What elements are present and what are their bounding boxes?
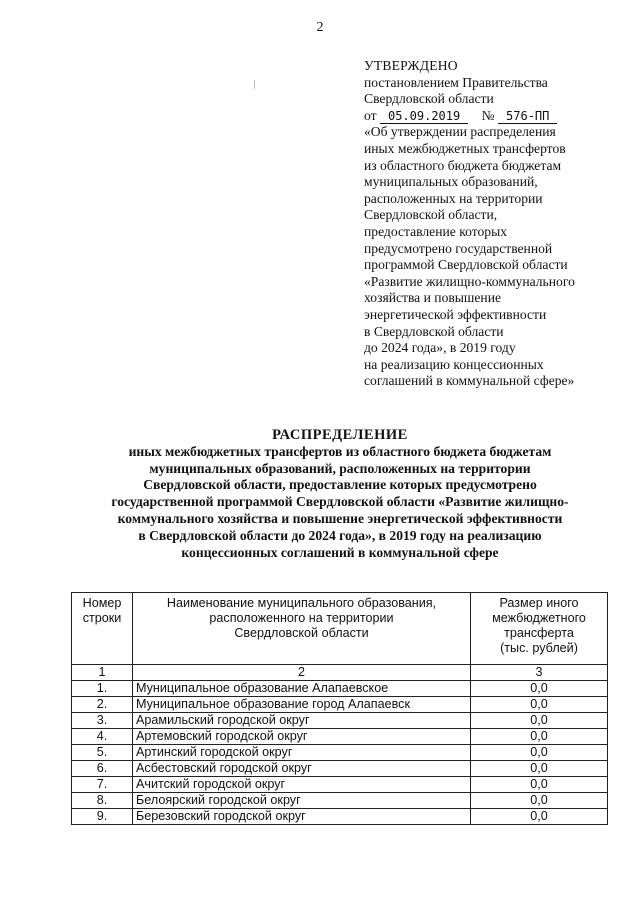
approval-text-line: энергетической эффективности xyxy=(364,306,547,322)
row-number: 6. xyxy=(72,761,133,777)
table-row xyxy=(72,761,608,777)
title-line: Свердловской области, предоставление которых предусмотрено xyxy=(143,477,537,493)
transfer-value: 0,0 xyxy=(471,729,608,745)
transfer-value: 0,0 xyxy=(471,713,608,729)
approval-text xyxy=(364,124,634,390)
row-number: 5. xyxy=(72,745,133,761)
document-title xyxy=(40,427,640,561)
transfer-value: 0,0 xyxy=(471,761,608,777)
row-number: 4. xyxy=(72,729,133,745)
header-transfer-size xyxy=(471,593,608,665)
approval-text-line: «Об утверждении распределения xyxy=(364,124,556,140)
approval-text-line: программой Свердловской области xyxy=(364,257,568,273)
approval-date-line xyxy=(364,108,634,125)
municipality-name: Артемовский городской округ xyxy=(133,729,471,745)
approval-text-line: на реализацию концессионных xyxy=(364,356,544,372)
transfer-value: 0,0 xyxy=(471,793,608,809)
approval-line-1: постановлением Правительства xyxy=(364,74,548,90)
approval-text-line: предусмотрено государственной xyxy=(364,240,553,256)
table-row xyxy=(72,729,608,745)
municipality-name: Арамильский городской округ xyxy=(133,713,471,729)
approval-text-line: иных межбюджетных трансфертов xyxy=(364,140,566,156)
title-line: муниципальных образований, расположенных на территории xyxy=(149,460,531,476)
approval-text-line: «Развитие жилищно-коммунального xyxy=(364,273,575,289)
header-text: Наименование муниципального образования, xyxy=(166,596,437,610)
row-number: 8. xyxy=(72,793,133,809)
municipality-name: Ачитский городской округ xyxy=(133,777,471,793)
municipality-name: Асбестовский городской округ xyxy=(133,761,471,777)
approval-text-line: Свердловской области, xyxy=(364,207,498,223)
distribution-table xyxy=(71,592,608,825)
title-line: государственной программой Свердловской области «Развитие жилищно- xyxy=(111,494,569,510)
approval-text-line: муниципальных образований, xyxy=(364,174,538,190)
page-number: 2 xyxy=(316,20,324,35)
transfer-value: 0,0 xyxy=(471,745,608,761)
title-heading: РАСПРЕДЕЛЕНИЕ xyxy=(272,427,408,443)
row-number: 1. xyxy=(72,681,133,697)
approval-line-2: Свердловской области xyxy=(364,91,494,107)
title-line: иных межбюджетных трансфертов из областного бюджета бюджетам xyxy=(128,443,552,459)
row-number: 9. xyxy=(72,809,133,825)
approval-text-line: хозяйства и повышение xyxy=(364,290,501,306)
table-row xyxy=(72,745,608,761)
number-label: № xyxy=(481,107,495,123)
approval-text-line: из областного бюджета бюджетам xyxy=(364,157,562,173)
approval-text-line: в Свердловской области xyxy=(364,323,504,339)
table-row xyxy=(72,681,608,697)
column-index: 2 xyxy=(133,665,471,681)
municipality-name: Муниципальное образование город Алапаевск xyxy=(133,697,471,713)
header-text: межбюджетного xyxy=(492,611,586,625)
table-header-row xyxy=(72,593,608,665)
header-text: Свердловской области xyxy=(234,626,369,640)
municipality-name: Артинский городской округ xyxy=(133,745,471,761)
title-line: концессионных соглашений в коммунальной сфере xyxy=(181,544,499,560)
header-municipality xyxy=(133,593,471,665)
header-text: трансферта xyxy=(504,626,574,640)
table-row xyxy=(72,777,608,793)
municipality-name: Березовский городской округ xyxy=(133,809,471,825)
header-text: строки xyxy=(82,611,122,625)
approval-heading: УТВЕРЖДЕНО xyxy=(364,58,458,73)
row-number: 7. xyxy=(72,777,133,793)
table-row xyxy=(72,697,608,713)
row-number: 3. xyxy=(72,713,133,729)
municipality-name: Муниципальное образование Алапаевское xyxy=(133,681,471,697)
transfer-value: 0,0 xyxy=(471,681,608,697)
approval-date: 05.09.2019 xyxy=(380,110,468,124)
transfer-value: 0,0 xyxy=(471,809,608,825)
header-text: расположенного на территории xyxy=(209,611,394,625)
table-row xyxy=(72,713,608,729)
transfer-value: 0,0 xyxy=(471,777,608,793)
column-index: 1 xyxy=(72,665,133,681)
approval-number: 576-ПП xyxy=(498,110,557,124)
header-row-number xyxy=(72,593,133,665)
title-line: коммунального хозяйства и повышение энергетической эффективности xyxy=(117,510,563,526)
from-label: от xyxy=(364,107,377,123)
header-text: Номер xyxy=(82,596,122,610)
transfer-value: 0,0 xyxy=(471,697,608,713)
approval-text-line: соглашений в коммунальной сфере» xyxy=(364,373,575,389)
column-index-row xyxy=(72,665,608,681)
approval-text-line: расположенных на территории xyxy=(364,190,543,206)
approval-block xyxy=(364,58,634,390)
approval-text-line: до 2024 года», в 2019 году xyxy=(364,340,516,356)
header-text: (тыс. рублей) xyxy=(500,641,578,655)
approval-text-line: предоставление которых xyxy=(364,223,508,239)
table-row xyxy=(72,793,608,809)
row-number: 2. xyxy=(72,697,133,713)
municipality-name: Белоярский городской округ xyxy=(133,793,471,809)
header-text: Размер иного xyxy=(499,596,579,610)
title-line: в Свердловской области до 2024 года», в 2019 году на реализацию xyxy=(138,527,542,543)
table-row xyxy=(72,809,608,825)
scan-mark xyxy=(254,80,255,89)
column-index: 3 xyxy=(471,665,608,681)
